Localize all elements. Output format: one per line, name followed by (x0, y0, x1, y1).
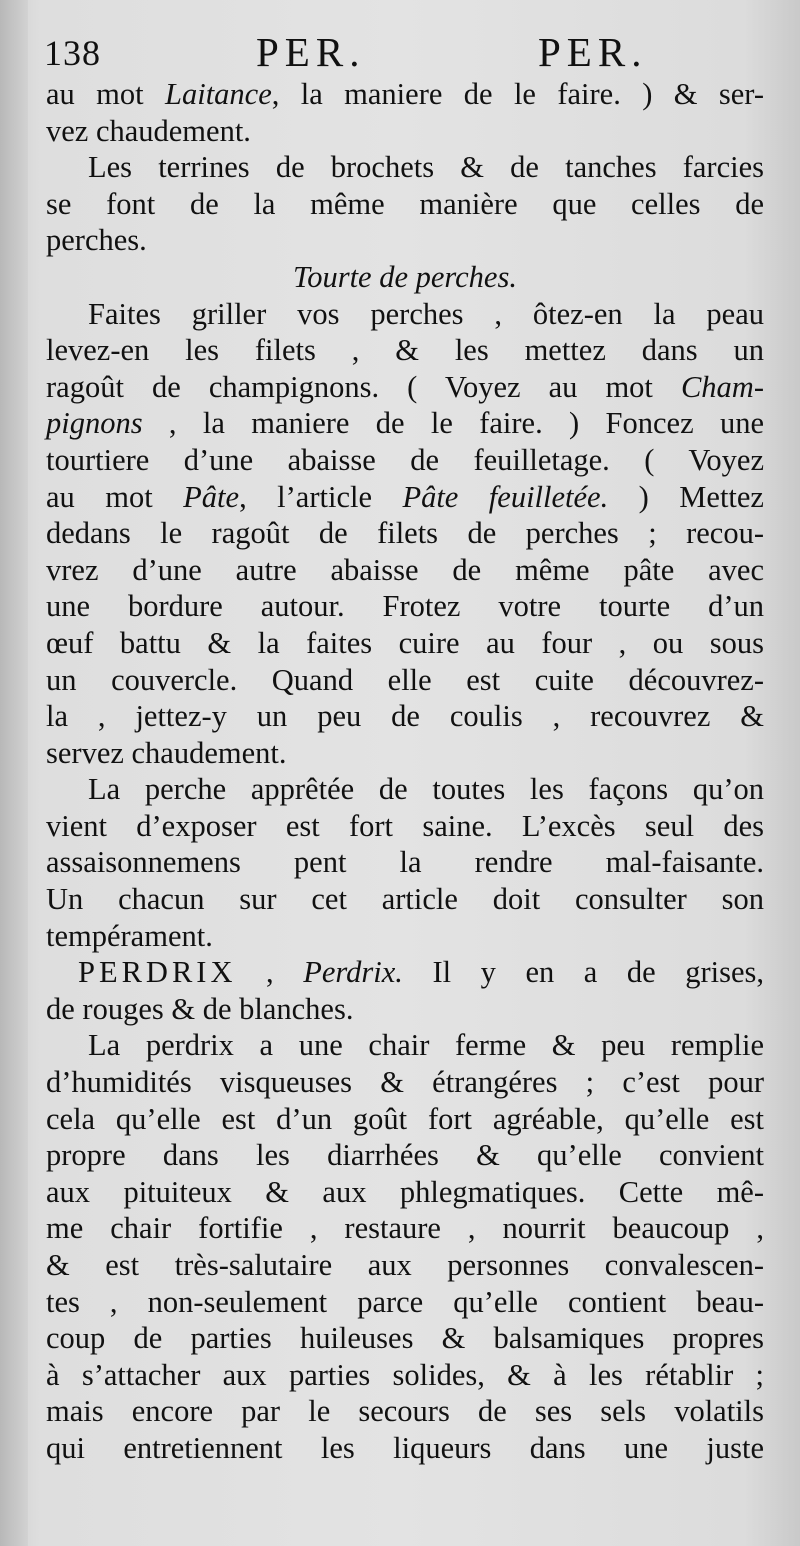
text-run: Il y en a de grises, (402, 955, 764, 990)
body-text (46, 76, 764, 1467)
text-run: Les terrines de brochets & de tanches farcies (88, 150, 764, 185)
text-line (46, 222, 764, 259)
text-run: aux pituiteux & aux phlegmatiques. Cette mê- (46, 1174, 764, 1209)
text-line (46, 1430, 764, 1467)
text-line (46, 332, 764, 369)
text-line (46, 1320, 764, 1357)
text-run: cela qu’elle est d’un goût fort agréable, qu’elle est (46, 1101, 764, 1136)
text-run: ragoût de champignons. ( Voyez au mot (46, 369, 681, 404)
text-run: une bordure autour. Frotez votre tourte d’un (46, 589, 764, 624)
text-line (46, 113, 764, 150)
text-line (46, 442, 764, 479)
text-run: mais encore par le secours de ses sels volatils (46, 1394, 764, 1429)
text-line (46, 1027, 764, 1064)
text-run: propre dans les diarrhées & qu’elle convient (46, 1138, 764, 1173)
text-run: ) Mettez (608, 479, 764, 514)
italic-term: Pâte feuilletée. (402, 479, 609, 514)
italic-term: Perdrix. (303, 955, 403, 990)
text-run: vient d’exposer est fort saine. L’excès seul des (46, 808, 764, 843)
italic-term: pignons (46, 406, 143, 441)
text-run: vrez d’une autre abaisse de même pâte avec (46, 552, 764, 587)
text-line (46, 662, 764, 699)
text-line (46, 186, 764, 223)
text-line (46, 1174, 764, 1211)
header-left-word: PER. (256, 29, 366, 75)
text-line (46, 1137, 764, 1174)
text-run: , la maniere de le faire. ) & ser- (271, 77, 764, 111)
text-line (46, 149, 764, 186)
page-edge (0, 0, 28, 1546)
text-run: , la maniere de le faire. ) Foncez une (142, 406, 764, 441)
text-run: & est très-salutaire aux personnes convalescen- (46, 1248, 764, 1282)
text-run: Tourte de perches. (293, 259, 517, 294)
text-run: , l’article (239, 479, 403, 514)
text-line (46, 881, 764, 918)
text-line (46, 735, 764, 772)
text-line (46, 1064, 764, 1101)
text-line (46, 625, 764, 662)
text-run: me chair fortifie , restaure , nourrit beaucoup , (46, 1211, 764, 1246)
text-run: œuf battu & la faites cuire au four , ou sous (46, 625, 764, 660)
text-line (46, 552, 764, 589)
text-run: se font de la même manière que celles de (46, 186, 764, 221)
text-line (46, 991, 764, 1028)
text-line (46, 369, 764, 406)
text-run: qui entretiennent les liqueurs dans une juste (46, 1430, 764, 1465)
text-line (46, 76, 764, 113)
italic-term: Laitance (165, 77, 272, 111)
text-run: , (236, 955, 304, 990)
text-line (46, 1284, 764, 1321)
text-line (46, 405, 764, 442)
italic-term: Cham- (680, 369, 764, 404)
text-line (46, 918, 764, 955)
running-header (44, 26, 760, 78)
text-line (46, 515, 764, 552)
text-line (46, 588, 764, 625)
text-line (46, 1210, 764, 1247)
text-run: à s’attacher aux parties solides, & à les rétablir ; (46, 1357, 764, 1392)
text-run: au mot (46, 77, 166, 111)
text-run: tempérament. (46, 918, 213, 953)
italic-term: Pâte (183, 479, 240, 514)
text-run: La perdrix a une chair ferme & peu remplie (88, 1028, 764, 1063)
text-run: de rouges & de blanches. (46, 991, 354, 1026)
text-run: assaisonnemens pent la rendre mal-faisante. (46, 845, 764, 880)
text-line (46, 844, 764, 881)
text-line (46, 296, 764, 333)
text-run: vez chaudement. (46, 113, 251, 148)
text-line (46, 771, 764, 808)
text-line (46, 1101, 764, 1138)
text-run: perches. (46, 223, 147, 258)
text-run: coup de parties huileuses & balsamiques propres (46, 1321, 764, 1356)
text-line (46, 479, 764, 516)
text-line (46, 808, 764, 845)
text-run: La perche apprêtée de toutes les façons qu’on (88, 772, 764, 807)
text-run: un couvercle. Quand elle est cuite découvrez- (46, 662, 764, 697)
text-line (46, 259, 764, 296)
text-run: levez-en les filets , & les mettez dans un (46, 333, 764, 368)
text-run: tes , non-seulement parce qu’elle contient beau- (46, 1284, 764, 1319)
text-line (46, 1247, 764, 1284)
text-run: la , jettez-y un peu de coulis , recouvrez & (46, 699, 764, 734)
text-line (46, 954, 764, 991)
text-line (46, 698, 764, 735)
text-line (46, 1357, 764, 1394)
text-run: dedans le ragoût de filets de perches ; recou- (46, 516, 764, 551)
text-run: servez chaudement. (46, 735, 287, 770)
text-run: Faites griller vos perches , ôtez-en la peau (88, 296, 764, 331)
text-run: Un chacun sur cet article doit consulter son (46, 882, 764, 917)
text-run: au mot (46, 479, 184, 514)
text-run: tourtiere d’une abaisse de feuilletage. ( Voyez (46, 442, 764, 477)
page-number: 138 (44, 33, 101, 73)
header-right-word: PER. (538, 29, 648, 75)
text-run: d’humidités visqueuses & étrangéres ; c’est pour (46, 1065, 764, 1100)
text-run: PERDRIX (78, 955, 237, 990)
text-line (46, 1393, 764, 1430)
